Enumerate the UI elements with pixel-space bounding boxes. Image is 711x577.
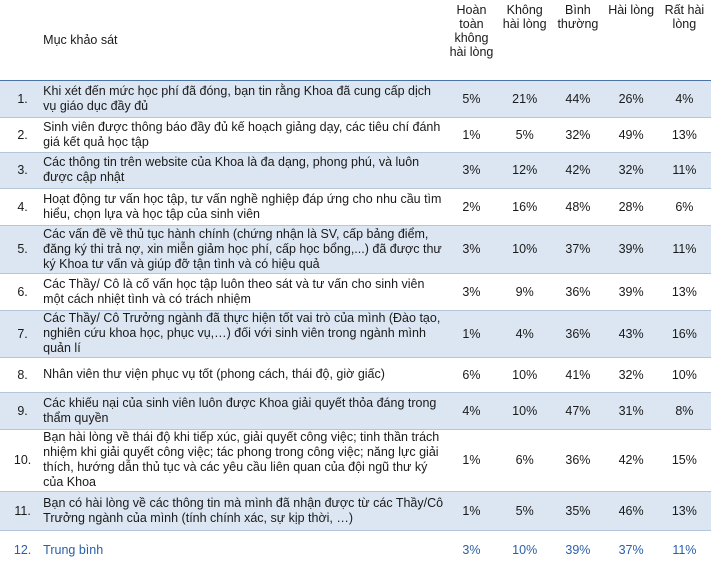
row-value: 37% [565, 242, 591, 256]
row-value: 12% [512, 163, 538, 177]
table-row [0, 273, 711, 310]
row-value: 31% [618, 403, 644, 418]
average-label: Trung bình [43, 542, 104, 557]
table-row [0, 80, 711, 117]
row-value: 36% [565, 326, 591, 341]
header-row [0, 0, 711, 80]
row-value: 5% [515, 127, 534, 142]
row-value: 16% [512, 199, 538, 214]
table-row [0, 225, 711, 273]
row-value: 11% [672, 242, 697, 256]
row-number: 10. [13, 453, 32, 467]
row-number: 9. [17, 403, 28, 418]
row-value: 1% [462, 326, 481, 341]
row-question: Hoạt động tư vấn học tập, tư vấn nghề nghiệp đáp ứng cho nhu cầu tìm hiểu, chọn lựa và học tập của sinh viên [43, 191, 442, 221]
row-value: 5% [462, 91, 481, 106]
row-value: 8% [675, 403, 694, 418]
row-value: 16% [671, 326, 697, 341]
row-value: 36% [565, 453, 591, 467]
row-question: Các khiếu nại của sinh viên luôn được Khoa giải quyết thỏa đáng trong thẩm quyền [43, 395, 437, 425]
row-value: 2% [462, 199, 481, 214]
row-value: 42% [618, 453, 644, 467]
table-row [0, 117, 711, 152]
row-value: 1% [462, 127, 481, 142]
header-level-5: Rất hài lòng [664, 3, 705, 31]
row-value: 4% [462, 403, 481, 418]
row-question: Các thông tin trên website của Khoa là đa dạng, phong phú, và luôn được cập nhật [43, 155, 420, 184]
row-question: Sinh viên được thông báo đầy đủ kế hoạch giảng dạy, các tiêu chí đánh giá kết quả học tập [43, 119, 441, 149]
row-value: 1% [462, 503, 481, 518]
row-value: 49% [618, 127, 644, 142]
row-value: 26% [618, 91, 644, 106]
row-number: 4. [17, 199, 28, 214]
row-question: Bạn có hài lòng về các thông tin mà mình đã nhận được từ các Thầy/Cô Trưởng ngành của mình (tính chính xác, sự kịp thời, …) [43, 495, 444, 525]
row-value: 3% [462, 163, 481, 177]
row-value: 9% [515, 284, 534, 299]
row-value: 44% [565, 91, 591, 106]
header-number [0, 0, 40, 80]
row-value: 13% [671, 127, 697, 142]
table-row [0, 392, 711, 429]
row-number: 5. [17, 242, 28, 256]
row-value: 13% [671, 284, 697, 299]
average-value: 39% [565, 543, 591, 558]
header-level-3: Bình thường [557, 3, 599, 31]
row-value: 4% [515, 326, 534, 341]
row-question: Bạn hài lòng về thái độ khi tiếp xúc, giải quyết công việc; tinh thần trách nhiệm khi giải quyết công việc; tác phong trong công việc; năng lực giải thích, hướng dẫn thủ tục và các yêu cầu liên quan của đội ngũ thư ký của Khoa [43, 430, 440, 489]
row-question: Các Thầy/ Cô là cố vấn học tập luôn theo sát và tư vấn cho sinh viên một cách nhiệt tình và có trách nhiệm [43, 276, 425, 306]
row-value: 6% [675, 199, 694, 214]
row-value: 35% [565, 503, 591, 518]
average-value: 37% [618, 543, 644, 558]
row-value: 11% [672, 163, 697, 177]
row-value: 43% [618, 326, 644, 341]
header-level-2: Không hài lòng [502, 3, 547, 31]
row-value: 3% [462, 242, 481, 256]
row-value: 41% [565, 367, 591, 382]
row-value: 1% [462, 453, 481, 467]
row-question: Khi xét đến mức học phí đã đóng, bạn tin rằng Khoa đã cung cấp dịch vụ giáo dục đầy đủ [43, 83, 431, 113]
row-value: 13% [671, 503, 697, 518]
table-row [0, 491, 711, 530]
row-number: 3. [17, 163, 28, 177]
table-row [0, 357, 711, 392]
row-value: 4% [675, 91, 694, 106]
header-level-1: Hoàn toàn không hài lòng [449, 3, 494, 59]
row-value: 39% [618, 284, 644, 299]
row-value: 28% [618, 199, 644, 214]
row-value: 47% [565, 403, 591, 418]
header-level-4: Hài lòng [608, 3, 655, 17]
row-value: 21% [512, 91, 538, 106]
row-question: Các vấn đề về thủ tục hành chính (chứng nhận là SV, cấp bảng điểm, đăng ký thi trả nợ, xin miễn giảm học phí, cấp học bổng,...) đã được thư ký Khoa tư vấn và giúp đỡ tận tình và có hiệu quả [43, 226, 442, 271]
row-value: 32% [618, 367, 644, 382]
row-value: 48% [565, 199, 591, 214]
table-row [0, 152, 711, 188]
row-value: 5% [515, 503, 534, 518]
row-value: 10% [512, 403, 538, 418]
table-row [0, 429, 711, 491]
header-question: Mục khảo sát [43, 32, 118, 47]
row-value: 36% [565, 284, 591, 299]
row-value: 10% [512, 367, 538, 382]
row-value: 6% [515, 453, 534, 467]
row-value: 10% [512, 242, 538, 256]
average-value: 10% [512, 543, 538, 558]
row-number: 11. [14, 503, 31, 518]
row-number: 1. [17, 91, 28, 106]
table-row [0, 188, 711, 225]
row-number: 8. [17, 367, 28, 382]
average-value: 11% [672, 543, 697, 558]
average-value: 3% [462, 543, 481, 558]
row-number: 2. [17, 127, 28, 142]
average-number: 12. [13, 543, 32, 558]
row-value: 10% [671, 367, 697, 382]
row-question: Các Thầy/ Cô Trưởng ngành đã thực hiện tốt vai trò của mình (Đào tạo, nghiên cứu khoa học, phục vụ,…) đối với sinh viên trong ngành mình quản lí [43, 311, 441, 355]
average-row [0, 530, 711, 570]
row-value: 6% [462, 367, 481, 382]
row-value: 32% [618, 163, 644, 177]
row-value: 39% [618, 242, 644, 256]
row-number: 6. [17, 284, 28, 299]
row-value: 46% [618, 503, 644, 518]
row-value: 3% [462, 284, 481, 299]
row-value: 42% [565, 163, 591, 177]
table-row [0, 310, 711, 357]
row-question: Nhân viên thư viện phục vụ tốt (phong cách, thái độ, giờ giấc) [43, 367, 385, 381]
row-value: 32% [565, 127, 591, 142]
row-value: 15% [671, 453, 697, 467]
row-number: 7. [17, 326, 28, 341]
